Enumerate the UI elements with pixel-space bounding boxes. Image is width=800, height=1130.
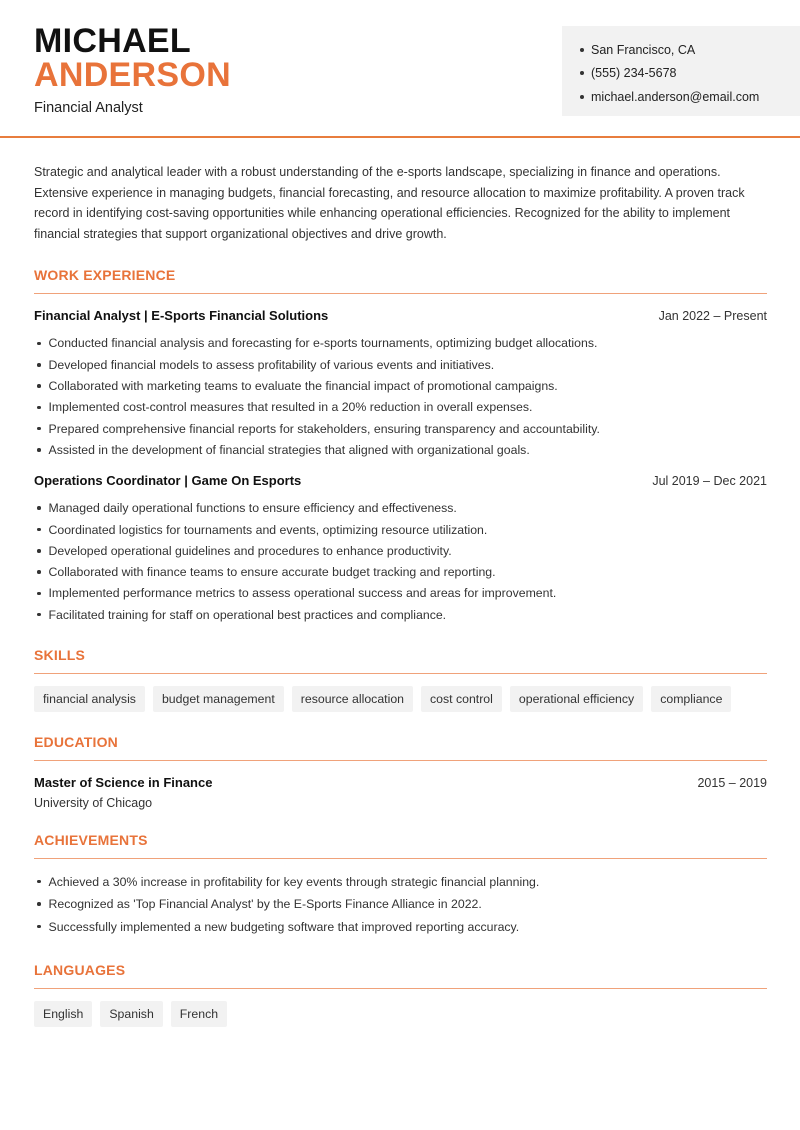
job-header [34, 473, 767, 488]
skill-tag: operational efficiency [510, 686, 643, 712]
section-title-work: WORK EXPERIENCE [34, 267, 767, 294]
contact-phone [580, 62, 784, 86]
resume-content [34, 162, 767, 1027]
list-item [34, 519, 767, 540]
skills-tags [34, 686, 767, 712]
achievements-section [34, 832, 767, 938]
bullet-text: Conducted financial analysis and forecasting for e-sports tournaments, optimizing budget allocations. [48, 336, 598, 351]
bullet-text: Prepared comprehensive financial reports for stakeholders, ensuring transparency and accountability. [48, 421, 600, 436]
contact-location [580, 38, 784, 62]
skill-tag: resource allocation [292, 686, 413, 712]
language-tag: Spanish [100, 1001, 162, 1027]
bullet-icon [37, 880, 41, 884]
job-role: Financial Analyst | E-Sports Financial Solutions [34, 307, 329, 323]
bullet-text: Coordinated logistics for tournaments and events, optimizing resource utilization. [48, 522, 488, 537]
bullet-text: Recognized as 'Top Financial Analyst' by the E-Sports Finance Alliance in 2022. [48, 897, 482, 912]
list-item [34, 893, 767, 916]
bullet-icon [37, 549, 41, 553]
bullet-icon [37, 528, 41, 532]
bullet-icon [37, 406, 41, 410]
work-experience-section [34, 267, 767, 626]
languages-tags [34, 1001, 767, 1027]
list-item [34, 354, 767, 375]
bullet-icon [37, 427, 41, 431]
bullet-icon [37, 592, 41, 596]
section-title-languages: LANGUAGES [34, 962, 767, 989]
job-entry [34, 473, 767, 626]
language-tag: French [171, 1001, 227, 1027]
list-item [34, 333, 767, 354]
resume-header [0, 0, 800, 138]
bullet-text: Assisted in the development of financial strategies that aligned with organizational goals. [48, 442, 530, 457]
job-bullets [34, 498, 767, 626]
bullet-text: Developed operational guidelines and procedures to enhance productivity. [48, 543, 452, 558]
list-item [34, 561, 767, 582]
job-bullets [34, 333, 767, 461]
first-name: MICHAEL [34, 22, 191, 60]
bullet-text: Facilitated training for staff on operational best practices and compliance. [48, 607, 447, 622]
skill-tag: compliance [651, 686, 731, 712]
skills-section [34, 647, 767, 712]
bullet-text: Managed daily operational functions to ensure efficiency and effectiveness. [48, 501, 457, 516]
section-title-education: EDUCATION [34, 734, 767, 761]
job-entry [34, 308, 767, 461]
bullet-icon [580, 95, 584, 99]
education-dates: 2015 – 2019 [697, 776, 767, 791]
list-item [34, 498, 767, 519]
bullet-text: Collaborated with finance teams to ensure accurate budget tracking and reporting. [48, 565, 496, 580]
degree: Master of Science in Finance [34, 775, 213, 791]
education-section [34, 734, 767, 810]
list-item [34, 604, 767, 625]
bullet-icon [37, 384, 41, 388]
achievements-list [34, 870, 767, 938]
bullet-icon [37, 570, 41, 574]
languages-section [34, 962, 767, 1027]
bullet-icon [37, 363, 41, 367]
summary-text: Strategic and analytical leader with a robust understanding of the e-sports landscape, specializing in finance and operations. Extensive experience in managing budgets, financial forecasting, and resource allocation to maximize profitability. A proven track record in identifying cost-saving opportunities while enhancing operational efficiencies. Recognized for the ability to implement financial strategies that support organizational objectives and drive growth. [34, 165, 745, 242]
bullet-icon [37, 925, 41, 929]
phone-text: (555) 234-5678 [591, 66, 677, 81]
job-title: Financial Analyst [34, 100, 143, 116]
bullet-text: Achieved a 30% increase in profitability for key events through strategic financial planning. [48, 874, 540, 889]
job-dates: Jul 2019 – Dec 2021 [652, 473, 767, 488]
last-name: ANDERSON [34, 56, 231, 94]
list-item [34, 915, 767, 938]
bullet-icon [37, 902, 41, 906]
list-item [34, 439, 767, 460]
bullet-icon [37, 506, 41, 510]
skill-tag: financial analysis [34, 686, 145, 712]
bullet-icon [37, 613, 41, 617]
list-item [34, 375, 767, 396]
job-role: Operations Coordinator | Game On Esports [34, 472, 302, 488]
list-item [34, 418, 767, 439]
job-dates: Jan 2022 – Present [658, 308, 767, 323]
bullet-text: Collaborated with marketing teams to evaluate the financial impact of promotional campaigns. [48, 379, 558, 394]
list-item [34, 583, 767, 604]
bullet-text: Implemented performance metrics to assess operational success and areas for improvement. [48, 586, 557, 601]
contact-box [562, 26, 800, 116]
contact-email[interactable] [580, 85, 784, 109]
bullet-text: Successfully implemented a new budgeting software that improved reporting accuracy. [48, 919, 520, 934]
list-item [34, 397, 767, 418]
bullet-icon [580, 48, 584, 52]
school: University of Chicago [34, 796, 153, 811]
language-tag: English [34, 1001, 92, 1027]
section-title-achievements: ACHIEVEMENTS [34, 832, 767, 859]
skill-tag: cost control [421, 686, 502, 712]
bullet-icon [37, 342, 41, 346]
email-text[interactable]: michael.anderson@email.com [591, 89, 760, 104]
list-item [34, 540, 767, 561]
job-header [34, 308, 767, 323]
list-item [34, 870, 767, 893]
education-header [34, 775, 767, 790]
bullet-text: Implemented cost-control measures that resulted in a 20% reduction in overall expenses. [48, 400, 533, 415]
location-text: San Francisco, CA [591, 42, 696, 57]
section-title-skills: SKILLS [34, 647, 767, 674]
skill-tag: budget management [153, 686, 284, 712]
bullet-text: Developed financial models to assess profitability of various events and initiatives. [48, 357, 495, 372]
bullet-icon [580, 71, 584, 75]
bullet-icon [37, 448, 41, 452]
